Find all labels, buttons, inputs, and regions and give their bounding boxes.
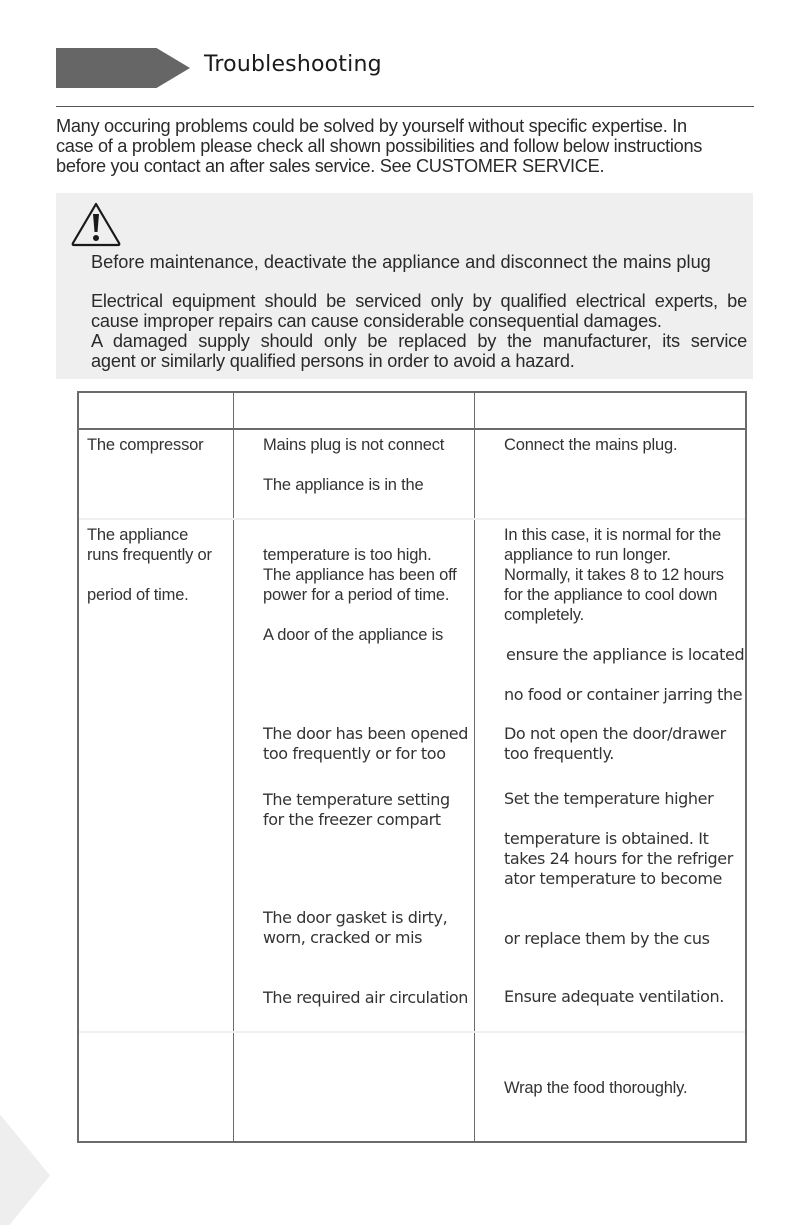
row-divider bbox=[79, 518, 745, 520]
cause-text: The appliance has been off bbox=[263, 566, 457, 584]
solution-text: no food or container jarring the bbox=[504, 685, 743, 704]
column-divider bbox=[474, 393, 475, 1141]
problem-text: runs frequently or bbox=[87, 546, 212, 564]
cause-text: The door gasket is dirty, bbox=[263, 908, 448, 927]
solution-text: appliance to run longer. bbox=[504, 546, 671, 564]
section-header-tab bbox=[56, 48, 190, 88]
page-corner-decoration bbox=[0, 1115, 50, 1225]
cause-text: for the freezer compart bbox=[263, 810, 441, 829]
problem-text: The compressor bbox=[87, 436, 204, 454]
column-divider bbox=[233, 393, 234, 1141]
solution-text: or replace them by the cus bbox=[504, 929, 710, 948]
intro-line: case of a problem please check all shown possibilities and follow below instructions bbox=[56, 136, 703, 156]
title-divider bbox=[56, 106, 754, 107]
solution-text: takes 24 hours for the refriger bbox=[504, 849, 733, 868]
warning-disconnect-text: Before maintenance, deactivate the appliance and disconnect the mains plug bbox=[91, 252, 711, 272]
cause-text: The appliance is in the bbox=[263, 476, 424, 494]
warning-triangle-icon bbox=[70, 201, 122, 247]
cause-text: The required air circulation bbox=[263, 988, 468, 1007]
solution-text: In this case, it is normal for the bbox=[504, 526, 721, 544]
warning-line: A damaged supply should only be replaced by the manufacturer, its service bbox=[91, 331, 747, 351]
troubleshooting-table bbox=[77, 391, 747, 1143]
cause-text: power for a period of time. bbox=[263, 586, 450, 604]
header-row-divider bbox=[79, 428, 745, 430]
cause-text: A door of the appliance is bbox=[263, 626, 444, 644]
cause-text: temperature is too high. bbox=[263, 546, 432, 564]
solution-text: Ensure adequate ventilation. bbox=[504, 987, 724, 1006]
solution-text: ensure the appliance is located bbox=[506, 645, 745, 664]
warning-line: Electrical equipment should be serviced only by qualified electrical experts, be bbox=[91, 291, 747, 311]
warning-box bbox=[56, 193, 753, 379]
solution-text: Do not open the door/drawer bbox=[504, 724, 726, 743]
warning-line: cause improper repairs can cause considerable consequential damages. bbox=[91, 311, 662, 331]
warning-service-text bbox=[91, 291, 747, 371]
row-divider bbox=[79, 1031, 745, 1033]
solution-text: too frequently. bbox=[504, 744, 614, 763]
solution-text: for the appliance to cool down bbox=[504, 586, 718, 604]
intro-line: before you contact an after sales service. See CUSTOMER SERVICE. bbox=[56, 156, 605, 176]
solution-text: Set the temperature higher bbox=[504, 789, 714, 808]
solution-text: temperature is obtained. It bbox=[504, 829, 709, 848]
cause-text: The temperature setting bbox=[263, 790, 450, 809]
cause-text: worn, cracked or mis bbox=[263, 928, 423, 947]
solution-text: completely. bbox=[504, 606, 585, 624]
intro-paragraph bbox=[56, 116, 756, 176]
problem-text: The appliance bbox=[87, 526, 189, 544]
intro-line: Many occuring problems could be solved by yourself without specific expertise. In bbox=[56, 116, 687, 136]
problem-text: period of time. bbox=[87, 586, 189, 604]
solution-text: Normally, it takes 8 to 12 hours bbox=[504, 566, 724, 584]
cause-text: too frequently or for too bbox=[263, 744, 446, 763]
solution-text: Wrap the food thoroughly. bbox=[504, 1079, 688, 1097]
solution-text: Connect the mains plug. bbox=[504, 436, 678, 454]
cause-text: Mains plug is not connect bbox=[263, 436, 445, 454]
warning-line: agent or similarly qualified persons in order to avoid a hazard. bbox=[91, 351, 575, 371]
cause-text: The door has been opened bbox=[263, 724, 469, 743]
solution-text: ator temperature to become bbox=[504, 869, 722, 888]
page-title: Troubleshooting bbox=[204, 52, 382, 77]
